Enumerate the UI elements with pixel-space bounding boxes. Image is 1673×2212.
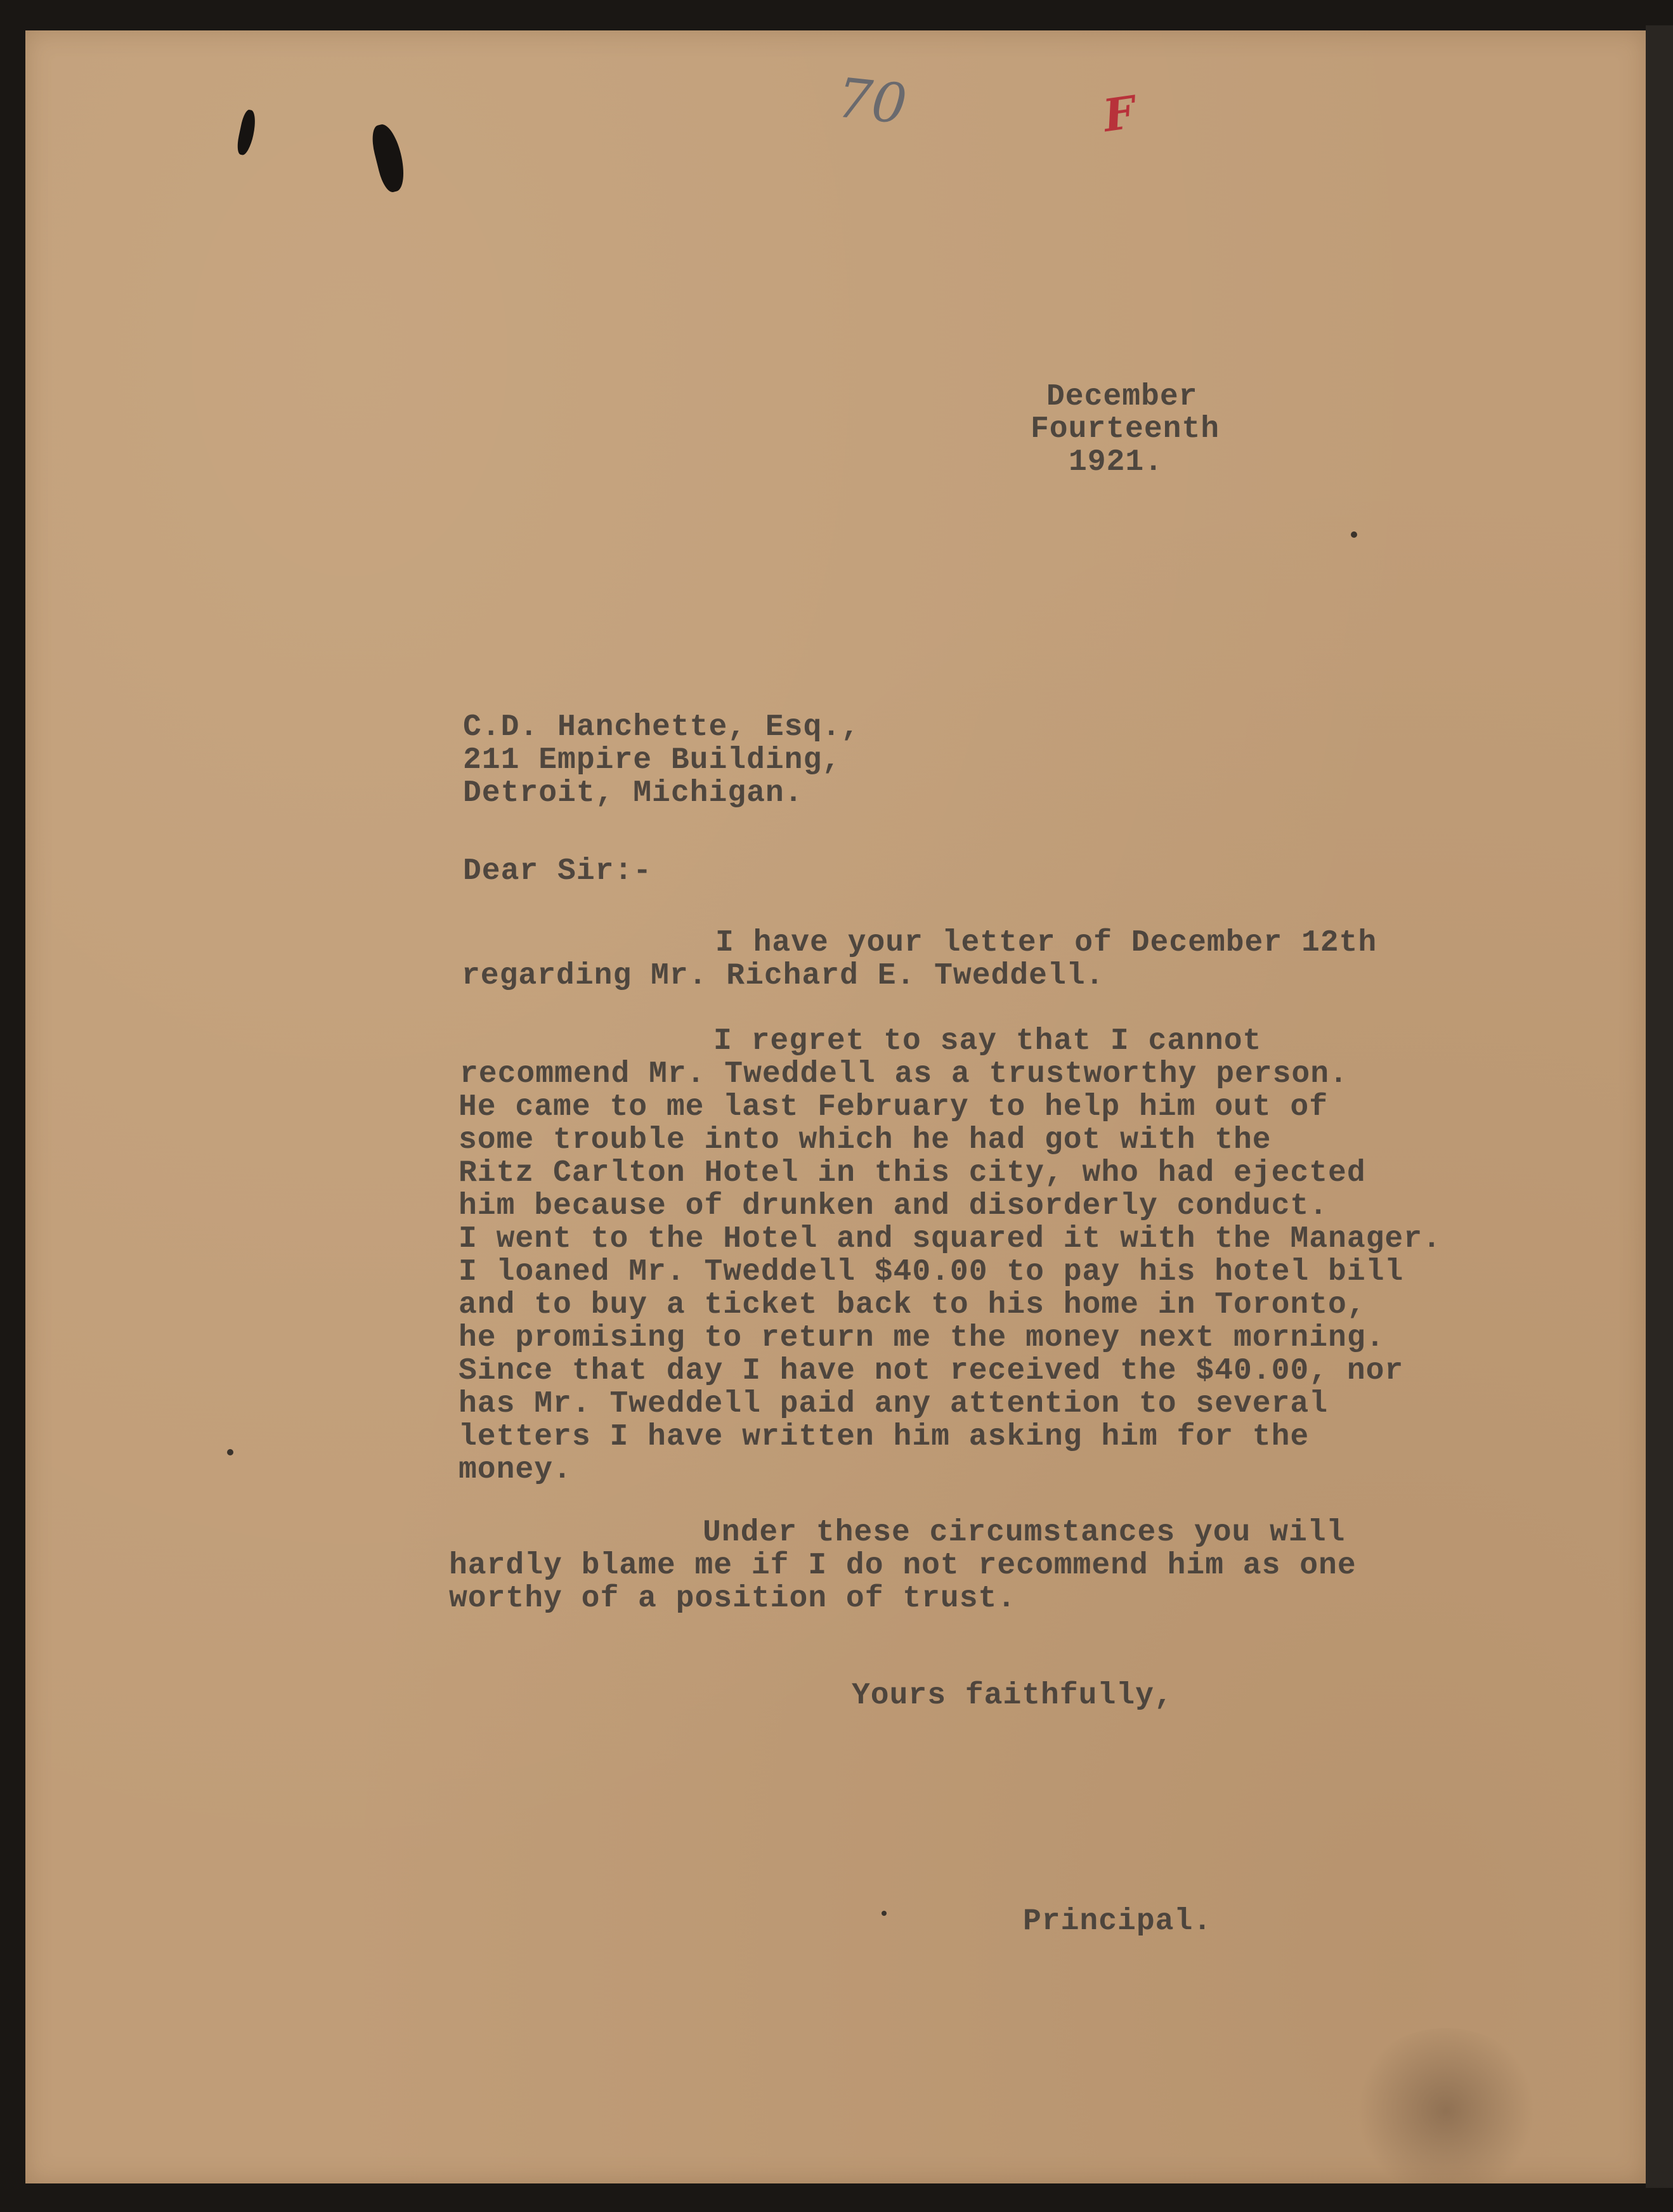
date-year: 1921. (1069, 445, 1164, 479)
body-line: some trouble into which he had got with the (459, 1123, 1272, 1157)
ink-blot (235, 108, 258, 156)
red-check-annotation: F (1100, 85, 1139, 143)
body-line: regarding Mr. Richard E. Tweddell. (462, 959, 1105, 993)
body-line: I loaned Mr. Tweddell $40.00 to pay his hotel bill (459, 1255, 1404, 1289)
body-line: recommend Mr. Tweddell as a trustworthy person. (460, 1057, 1348, 1091)
body-line: worthy of a position of trust. (449, 1582, 1017, 1616)
body-line: Since that day I have not received the $40.00, nor (459, 1354, 1404, 1388)
scanner-edge (1646, 25, 1673, 2188)
body-line: him because of drunken and disorderly conduct. (459, 1189, 1329, 1223)
recipient-name: C.D. Hanchette, Esq., (463, 710, 860, 745)
date-month: December (1046, 380, 1198, 414)
body-line: I regret to say that I cannot (713, 1024, 1262, 1058)
recipient-street: 211 Empire Building, (463, 743, 842, 777)
salutation: Dear Sir:- (463, 854, 653, 888)
water-stain (1351, 2028, 1541, 2183)
body-line: Under these circumstances you will (703, 1516, 1346, 1550)
stray-mark (227, 1449, 233, 1455)
body-line: Ritz Carlton Hotel in this city, who had ejected (459, 1156, 1366, 1190)
body-line: and to buy a ticket back to his home in Toronto, (459, 1288, 1366, 1322)
body-line: I went to the Hotel and squared it with the Manager. (459, 1222, 1442, 1256)
date-day: Fourteenth (1031, 412, 1220, 446)
closing: Yours faithfully, (852, 1679, 1173, 1713)
letter-page (25, 30, 1646, 2183)
body-line: letters I have written him asking him for the (459, 1420, 1310, 1454)
ink-blot (368, 122, 410, 194)
stray-mark (1351, 531, 1357, 538)
stray-mark (882, 1911, 887, 1916)
body-line: He came to me last February to help him out of (459, 1090, 1329, 1124)
recipient-city: Detroit, Michigan. (463, 776, 804, 810)
body-line: hardly blame me if I do not recommend him as one (449, 1549, 1357, 1583)
body-line: has Mr. Tweddell paid any attention to several (459, 1387, 1329, 1421)
page-number-annotation: 70 (834, 66, 910, 137)
body-line: I have your letter of December 12th (715, 926, 1377, 960)
body-line: money. (459, 1453, 572, 1487)
body-line: he promising to return me the money next morning. (459, 1321, 1385, 1355)
signature-title: Principal. (1023, 1904, 1213, 1939)
